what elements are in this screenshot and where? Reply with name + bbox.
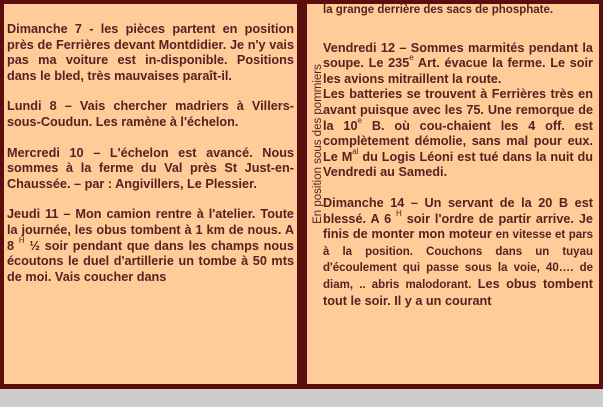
margin-note-text: En position sous des pommiers [312, 64, 324, 224]
entry-batteries: Les batteries se trouvent à Ferrières très en avant puisque avec les 75. Une remorque de la 10e B. où cou-chaient les 4 off. est complètement démolie, sans mal pour eux. Le $M^{al}$ du Logis Léoni est tué dans la nuit du Vendredi au Samedi. [323, 87, 593, 180]
entry-jeudi-11: Jeudi 11 – Mon camion rentre à l'atelier. Toute la journée, les obus tombent à 1 km de nous. A 8 $^H$ ½ soir pendant que dans les champs nous écoutons le duel d'artillerie un tombe à 50 mts de moi. Vais coucher dans [7, 207, 294, 284]
entry-mercredi-10: Mercredi 10 – L'échelon est avancé. Nous sommes à la ferme du Val près St Just-en-Chaussée. – par : Angivillers, Le Plessier. [7, 145, 294, 191]
entry-dimanche-7: Dimanche 7 - les pièces partent en position près de Ferrières devant Montdidier. Je n'y vais pas ma voiture est in-disponible. Positions dans le bled, très mauvaises paraît-il. [7, 22, 294, 83]
margin-note [312, 60, 326, 230]
left-column [4, 4, 297, 384]
right-column [307, 4, 599, 384]
continuation-line: la grange derrière des sacs de phosphate. [323, 4, 554, 16]
entry-lundi-8: Lundi 8 – Vais chercher madriers à Villers-sous-Coudun. Les ramène à l'échelon. [7, 99, 294, 129]
bottom-strip [0, 389, 603, 407]
entry-vendredi-12: Vendredi 12 – Sommes marmités pendant la soupe. Le 235e Art. évacue la ferme. Le soir les avions mitraillent la route. [323, 40, 593, 86]
entry-dimanche-14: Dimanche 14 – Un servant de la 20 B est blessé. A 6 $^H$ soir l'ordre de partir arrive. Je finis de monter mon moteur en vitesse et pars à la position. Couchons dans un tuyau d'écoulement qui passe sous la voie, 40…. de diam, .. abris malodorant. Les obus tombent tout le soir. Il y a un courant [323, 195, 593, 308]
